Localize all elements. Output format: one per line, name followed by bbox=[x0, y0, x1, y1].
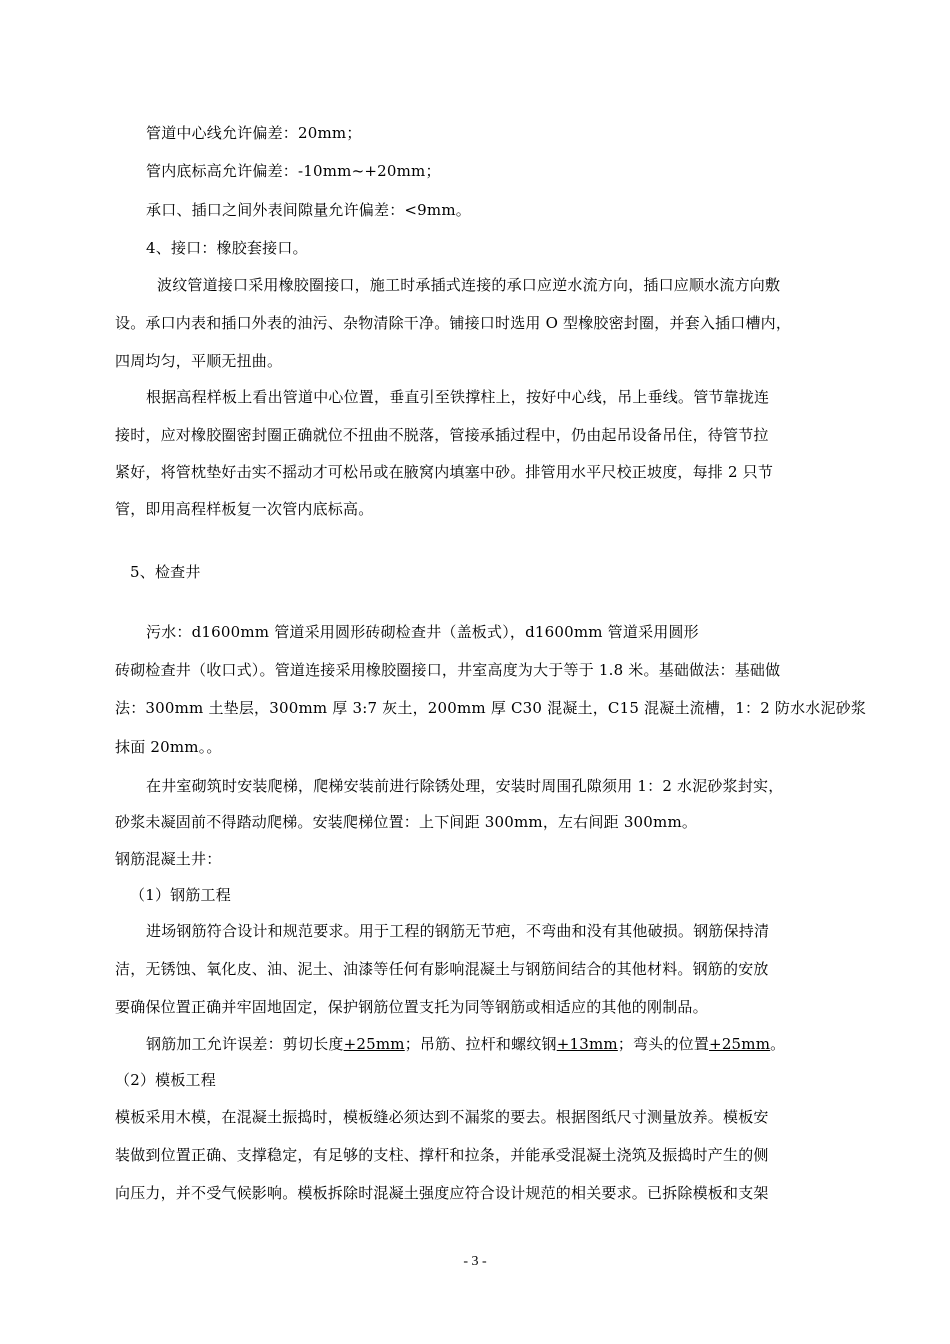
paragraph-line: 砖砌检查井（收口式）。管道连接采用橡胶圈接口，井室高度为大于等于 1.8 米。基础做法：基础做 bbox=[115, 661, 781, 679]
tolerance-centerline: 管道中心线允许偏差：20mm； bbox=[146, 124, 362, 142]
paragraph-line: 砂浆未凝固前不得踏动爬梯。安装爬梯位置：上下间距 300mm，左右间距 300mm。 bbox=[115, 813, 698, 831]
subsection-rebar-heading: （1）钢筋工程 bbox=[130, 886, 231, 904]
text-span: ；吊筋、拉杆和螺纹钢 bbox=[404, 1035, 557, 1053]
text-span: 钢筋加工允许误差：剪切长度 bbox=[146, 1035, 344, 1053]
paragraph-line: 洁，无锈蚀、氧化皮、油、泥土、油漆等任何有影响混凝土与钢筋间结合的其他材料。钢筋的安放 bbox=[115, 960, 769, 978]
paragraph-line: 进场钢筋符合设计和规范要求。用于工程的钢筋无节疤，不弯曲和没有其他破损。钢筋保持清 bbox=[146, 922, 770, 940]
page-number: - 3 - bbox=[463, 1254, 487, 1269]
paragraph-line: 紧好，将管枕垫好击实不摇动才可松吊或在腋窝内填塞中砂。排管用水平尺校正坡度，每排 2 只节 bbox=[115, 463, 774, 481]
text-span: ；弯头的位置 bbox=[617, 1035, 710, 1053]
tolerance-invert-elevation: 管内底标高允许偏差：-10mm~+20mm； bbox=[146, 162, 441, 180]
section-4-heading: 4、接口：橡胶套接口。 bbox=[146, 239, 308, 257]
rc-well-heading: 钢筋混凝土井： bbox=[115, 850, 222, 868]
paragraph-line: 波纹管道接口采用橡胶圈接口，施工时承插式连接的承口应逆水流方向，插口应顺水流方向敷 bbox=[157, 276, 781, 294]
paragraph-line: 管，即用高程样板复一次管内底标高。 bbox=[115, 500, 374, 518]
paragraph-line: 设。承口内表和插口外表的油污、杂物清除干净。铺接口时选用 O 型橡胶密封圈，并套入插口槽内， bbox=[115, 314, 792, 332]
paragraph-line: 法：300mm 土垫层，300mm 厚 3:7 灰土，200mm 厚 C30 混凝土，C15 混凝土流槽，1：2 防水水泥砂浆 bbox=[115, 699, 867, 717]
paragraph-line: 四周均匀，平顺无扭曲。 bbox=[115, 352, 283, 370]
paragraph-line: 模板采用木模，在混凝土振捣时，模板缝必须达到不漏浆的要去。根据图纸尺寸测量放养。模板安 bbox=[115, 1108, 769, 1126]
subsection-formwork-heading: （2）模板工程 bbox=[115, 1071, 216, 1089]
paragraph-line: 接时，应对橡胶圈密封圈正确就位不扭曲不脱落，管接承插过程中，仍由起吊设备吊住，待管节拉 bbox=[115, 426, 769, 444]
paragraph-line: 抹面 20mm。。 bbox=[115, 738, 222, 756]
paragraph-line: 污水：d1600mm 管道采用圆形砖砌检查井（盖板式），d1600mm 管道采用圆形 bbox=[146, 623, 699, 641]
tolerance-value: +25mm bbox=[343, 1035, 405, 1053]
paragraph-line: 根据高程样板上看出管道中心位置，垂直引至铁撑柱上，按好中心线，吊上垂线。管节靠拢连 bbox=[146, 388, 770, 406]
tolerance-value: +13mm bbox=[556, 1035, 618, 1053]
paragraph-line: 装做到位置正确、支撑稳定，有足够的支柱、撑杆和拉条，并能承受混凝土浇筑及振捣时产生的侧 bbox=[115, 1146, 769, 1164]
section-5-heading: 5、检查井 bbox=[130, 563, 201, 581]
tolerance-value: +25mm bbox=[709, 1035, 771, 1053]
paragraph-line: 在井室砌筑时安装爬梯，爬梯安装前进行除锈处理，安装时周围孔隙须用 1：2 水泥砂浆封实， bbox=[146, 777, 784, 795]
paragraph-line: 向压力，并不受气候影响。模板拆除时混凝土强度应符合设计规范的相关要求。已拆除模板和支架 bbox=[115, 1184, 769, 1202]
text-span: 。 bbox=[770, 1035, 786, 1053]
tolerance-joint-gap: 承口、插口之间外表间隙量允许偏差：<9mm。 bbox=[146, 201, 471, 219]
paragraph-line: 要确保位置正确并牢固地固定，保护钢筋位置支托为同等钢筋或相适应的其他的刚制品。 bbox=[115, 998, 708, 1016]
rebar-tolerance-line bbox=[146, 1033, 785, 1054]
